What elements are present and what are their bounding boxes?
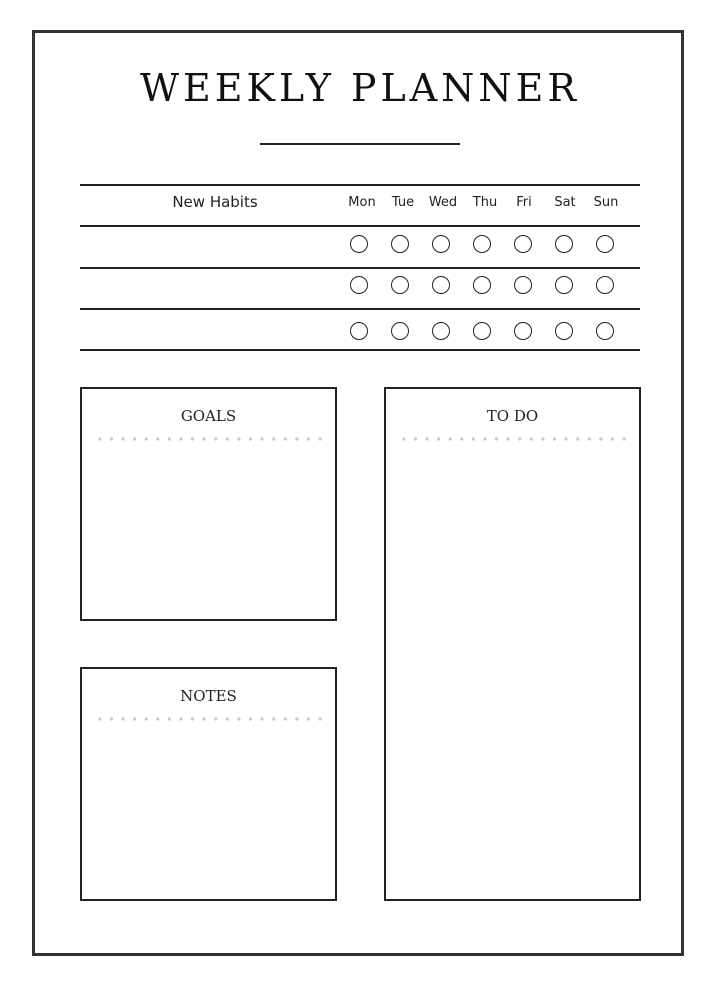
habit-table-top-line <box>80 184 640 186</box>
notes-dotted-divider <box>94 717 323 721</box>
goals-dotted-divider <box>94 437 323 441</box>
day-header-mon: Mon <box>348 195 376 210</box>
day-header-sat: Sat <box>554 195 576 210</box>
day-header-fri: Fri <box>516 195 532 210</box>
todo-title: TO DO <box>486 407 539 425</box>
goals-box[interactable] <box>80 387 337 621</box>
habit-row-divider <box>80 308 640 310</box>
day-header-thu: Thu <box>472 195 498 210</box>
day-header-wed: Wed <box>428 195 458 210</box>
todo-box[interactable] <box>384 387 641 901</box>
todo-dotted-divider <box>398 437 627 441</box>
habits-header: New Habits <box>172 193 258 211</box>
notes-title: NOTES <box>180 687 237 705</box>
day-header-sun: Sun <box>593 195 619 210</box>
habit-table-bottom-line <box>80 349 640 351</box>
goals-title: GOALS <box>180 407 237 425</box>
habit-row-divider <box>80 267 640 269</box>
title-underline <box>260 143 460 145</box>
day-header-tue: Tue <box>391 195 415 210</box>
habit-row-divider <box>80 225 640 227</box>
page-title: WEEKLY PLANNER <box>140 66 580 110</box>
notes-box[interactable] <box>80 667 337 901</box>
